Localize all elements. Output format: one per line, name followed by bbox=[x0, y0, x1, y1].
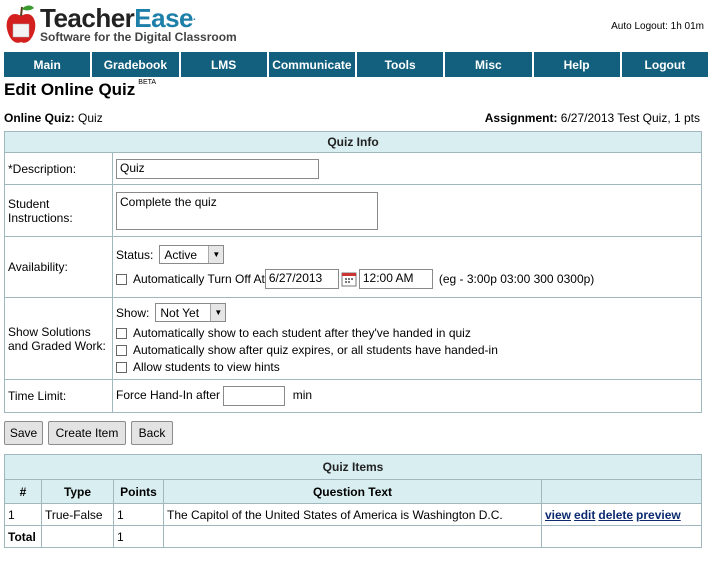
auto-show-after-handin-label: Automatically show to each student after they've handed in quiz bbox=[133, 326, 471, 340]
time-limit-label: Time Limit: bbox=[5, 380, 113, 413]
column-header-number: # bbox=[5, 480, 42, 504]
description-input[interactable]: Quiz bbox=[116, 159, 319, 179]
create-item-button[interactable]: Create Item bbox=[48, 421, 126, 445]
app-header bbox=[0, 0, 710, 50]
status-select[interactable] bbox=[159, 245, 224, 264]
view-link[interactable]: view bbox=[545, 507, 572, 522]
auto-turn-off-checkbox[interactable] bbox=[116, 274, 127, 285]
apple-logo-icon bbox=[4, 2, 38, 46]
column-header-type: Type bbox=[42, 480, 114, 504]
allow-hints-label: Allow students to view hints bbox=[133, 360, 280, 374]
minutes-label: min bbox=[292, 388, 313, 403]
status-label: Status: bbox=[116, 247, 154, 262]
status-select-value: Active bbox=[164, 247, 198, 262]
instructions-textarea[interactable]: Complete the quiz bbox=[116, 192, 378, 230]
quiz-summary bbox=[4, 111, 700, 125]
dropdown-arrow-icon: ▼ bbox=[210, 304, 225, 321]
description-label: *Description: bbox=[5, 153, 113, 185]
auto-show-after-expire-checkbox[interactable] bbox=[116, 345, 127, 356]
time-format-hint: (eg - 3:00p 03:00 300 0300p) bbox=[438, 272, 595, 286]
auto-logout-timer: Auto Logout: 1h 01m bbox=[611, 21, 704, 32]
nav-logout[interactable]: Logout bbox=[622, 52, 708, 77]
back-button[interactable]: Back bbox=[131, 421, 173, 445]
row-number: 1 bbox=[5, 504, 42, 526]
assignment-info bbox=[485, 111, 700, 125]
quiz-info-heading: Quiz Info bbox=[5, 132, 702, 153]
force-handin-input[interactable] bbox=[223, 386, 285, 406]
turn-off-date-input[interactable]: 6/27/2013 bbox=[265, 269, 339, 289]
brand-tagline: Software for the Digital Classroom bbox=[40, 30, 237, 44]
total-label: Total bbox=[5, 526, 42, 548]
online-quiz-value: Quiz bbox=[78, 111, 103, 125]
assignment-value: 6/27/2013 Test Quiz, 1 pts bbox=[560, 111, 700, 125]
row-actions bbox=[542, 504, 702, 526]
nav-main[interactable]: Main bbox=[4, 52, 92, 77]
save-button[interactable]: Save bbox=[4, 421, 43, 445]
calendar-icon[interactable] bbox=[341, 271, 357, 287]
auto-show-after-expire-label: Automatically show after quiz expires, or all students have handed-in bbox=[133, 343, 498, 357]
brand-logo: TeacherEase. bbox=[40, 3, 196, 33]
total-points: 1 bbox=[114, 526, 164, 548]
auto-show-after-handin-checkbox[interactable] bbox=[116, 328, 127, 339]
force-handin-label: Force Hand-In after bbox=[116, 388, 221, 403]
page-title bbox=[4, 80, 156, 100]
total-row bbox=[5, 526, 702, 548]
column-header-actions bbox=[542, 480, 702, 504]
show-solutions-label: Show Solutions and Graded Work: bbox=[5, 298, 113, 380]
main-nav bbox=[4, 52, 708, 77]
show-select-value: Not Yet bbox=[160, 305, 200, 320]
table-row bbox=[5, 504, 702, 526]
online-quiz-label: Online Quiz: bbox=[4, 111, 75, 125]
delete-link[interactable]: delete bbox=[598, 507, 634, 522]
total-actions-cell bbox=[542, 526, 702, 548]
edit-link[interactable]: edit bbox=[574, 507, 596, 522]
nav-gradebook[interactable]: Gradebook bbox=[92, 52, 180, 77]
quiz-info-table bbox=[4, 131, 702, 413]
nav-communicate[interactable]: Communicate bbox=[269, 52, 357, 77]
page-title-text: Edit Online Quiz bbox=[4, 80, 136, 99]
column-header-points: Points bbox=[114, 480, 164, 504]
row-points: 1 bbox=[114, 504, 164, 526]
auto-turn-off-label: Automatically Turn Off At bbox=[133, 272, 265, 286]
nav-misc[interactable]: Misc bbox=[445, 52, 533, 77]
allow-hints-checkbox[interactable] bbox=[116, 362, 127, 373]
show-select[interactable] bbox=[155, 303, 226, 322]
availability-label: Availability: bbox=[5, 237, 113, 298]
quiz-items-heading: Quiz Items bbox=[5, 455, 702, 480]
row-type: True-False bbox=[42, 504, 114, 526]
beta-badge: BETA bbox=[138, 79, 157, 86]
nav-lms[interactable]: LMS bbox=[181, 52, 269, 77]
quiz-items-table bbox=[4, 454, 702, 548]
column-header-question-text: Question Text bbox=[164, 480, 542, 504]
turn-off-time-input[interactable]: 12:00 AM bbox=[359, 269, 433, 289]
preview-link[interactable]: preview bbox=[636, 507, 681, 522]
show-label: Show: bbox=[116, 305, 150, 320]
nav-help[interactable]: Help bbox=[534, 52, 622, 77]
nav-tools[interactable]: Tools bbox=[357, 52, 445, 77]
dropdown-arrow-icon: ▼ bbox=[208, 246, 223, 263]
row-question-text: The Capitol of the United States of America is Washington D.C. bbox=[164, 504, 542, 526]
total-question-cell bbox=[164, 526, 542, 548]
instructions-label: Student Instructions: bbox=[5, 185, 113, 237]
total-type-cell bbox=[42, 526, 114, 548]
assignment-label: Assignment: bbox=[484, 111, 558, 125]
